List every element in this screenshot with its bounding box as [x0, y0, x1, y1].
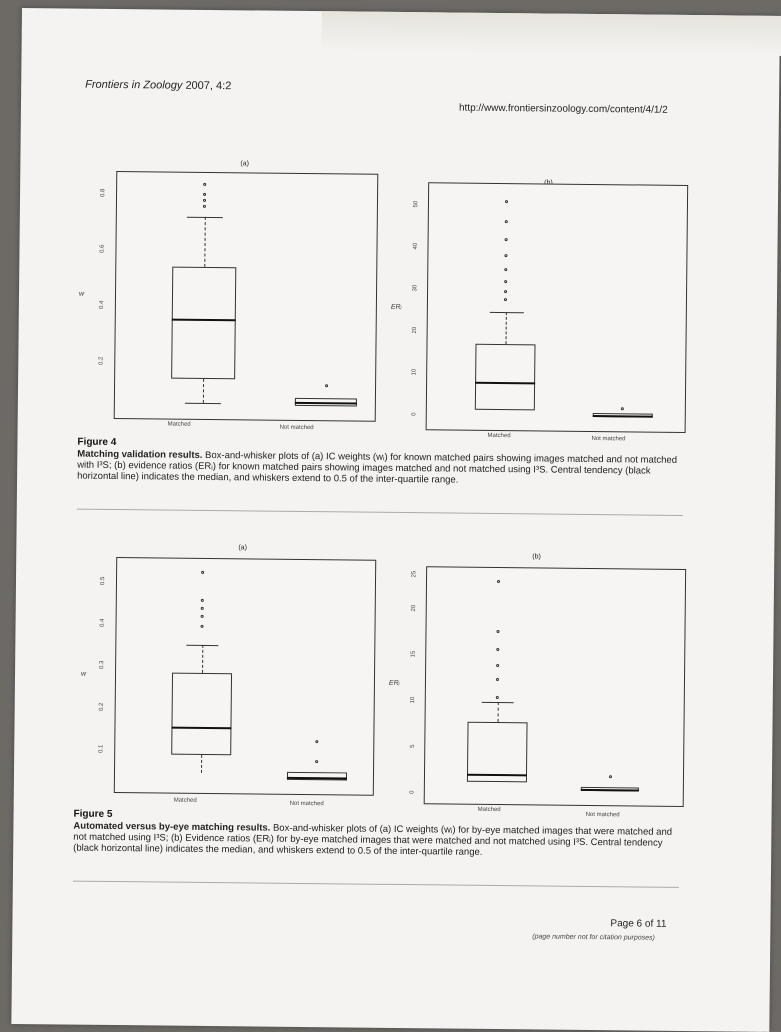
fig5b-whisker [498, 702, 499, 722]
fig4a-plot [98, 171, 379, 422]
page-number: Page 6 of 11 [610, 918, 667, 930]
fig5a-outlier [201, 625, 204, 628]
fig5b-ytick: 10 [410, 696, 417, 704]
fig4b-ytick: 20 [411, 326, 419, 334]
journal-name: Frontiers in Zoology [85, 78, 183, 92]
fig5b-ylabel: ERᵢ [388, 679, 400, 687]
fig4b-whisker [506, 312, 507, 344]
fig4b-outlier [621, 407, 624, 410]
journal-url: http://www.frontiersinzoology.com/content/4/1/2 [458, 102, 668, 116]
fig5b-outlier [496, 648, 499, 651]
fig4b-outlier [504, 268, 507, 271]
fig4b-outlier [505, 238, 508, 241]
fig5a-outlier [201, 599, 204, 602]
fig5a-whisker [201, 755, 202, 773]
journal-issue: 2007, 4:2 [185, 79, 232, 93]
fig5b-outlier [497, 580, 500, 583]
fig4a-panel-label: (a) [240, 160, 249, 168]
fig5a-ytick: 0.2 [98, 702, 105, 712]
fig5b-ytick: 0 [409, 790, 416, 794]
fig4b-xtick-matched: Matched [487, 432, 511, 440]
fig4a-outlier [203, 199, 206, 202]
fig4a-box-matched [171, 267, 236, 380]
fig5-title: Figure 5 [73, 808, 113, 820]
fig5b-ytick: 20 [411, 604, 418, 612]
fig5b-outlier [496, 696, 499, 699]
fig4b-xtick-notmatched: Not matched [591, 435, 626, 443]
fig4a-cap [187, 217, 223, 218]
fig4b-ytick: 30 [412, 284, 419, 292]
fig4a-outlier [203, 205, 206, 208]
fig4a-ytick: 0.4 [99, 300, 106, 310]
fig4a-ytick: 0.8 [100, 188, 107, 198]
fig4b-ylabel: ERᵢ [390, 303, 402, 311]
fig4a-outlier [203, 183, 206, 186]
fig4b-ytick: 50 [413, 200, 420, 208]
fig5a-xtick-matched: Matched [173, 797, 197, 804]
fig5-caption-text: Box-and-whisker plots of (a) IC weights (wᵢ) for by-eye matched images that were matched and not matched using I³S; (b) Evidence ratios (ERᵢ) for by-eye matched images that were matched and not matched using I³S. Central tendency (black horizontal line) indicates the median, and whiskers extend to 0.5 of the inter-quartile range. [73, 822, 673, 858]
fig5a-plot [98, 557, 376, 796]
fig4b-outlier [504, 298, 507, 301]
fig4b-outlier [504, 254, 507, 257]
fig4a-outlier [203, 193, 206, 196]
fig4b-outlier [505, 200, 508, 203]
fig5b-plot [409, 566, 686, 807]
fig5b-xtick-matched: Matched [477, 806, 501, 814]
fig4a-outlier [325, 384, 328, 387]
fig4-caption-text: Box-and-whisker plots of (a) IC weights (wᵢ) for known matched pairs showing images matched and not matched with I³S; (b) evidence ratios (ERᵢ) for known matched pairs showing images matched and not matched using I³S. Central tendency (black horizontal line) indicates the median, and whiskers extend to 0.5 of the inter-quartile range. [77, 449, 678, 486]
fig5-caption [73, 821, 673, 860]
fig5b-outlier [609, 775, 612, 778]
fig5b-outlier [496, 664, 499, 667]
fig5b-ytick: 5 [409, 744, 416, 748]
fig4b-outlier [504, 290, 507, 293]
fig4a-ytick: 0.6 [99, 244, 106, 254]
page-note: (page number not for citation purposes) [532, 933, 655, 942]
fig4a-xtick-notmatched: Not matched [279, 424, 314, 432]
fig4b-median-notmatched [593, 415, 653, 418]
fig5a-outlier [201, 571, 204, 574]
fig4a-ylabel: w [78, 290, 85, 298]
fig5a-ytick: 0.5 [100, 576, 107, 586]
fig5b-ytick: 15 [410, 650, 417, 658]
fig5b-outlier [496, 630, 499, 633]
fig5b-ytick: 25 [411, 570, 418, 578]
fig5a-box-matched [171, 673, 232, 756]
fig5a-outlier [315, 760, 318, 763]
fig5a-xtick-notmatched: Not matched [289, 800, 324, 808]
fig4a-cap [185, 403, 221, 404]
fig4a-ytick: 0.2 [98, 356, 105, 366]
fig4b-box-matched [475, 344, 536, 411]
fig4b-ytick: 0 [411, 412, 418, 416]
fig5a-ytick: 0.3 [99, 660, 106, 670]
fig4b-outlier [504, 280, 507, 283]
fig5a-outlier [201, 615, 204, 618]
page-shadow [322, 11, 781, 56]
fig4a-whisker [203, 379, 204, 403]
fig4-rule [77, 509, 683, 516]
fig5a-ytick: 0.4 [99, 618, 106, 628]
journal-header [85, 79, 231, 93]
fig4-caption [77, 449, 677, 488]
fig4b-plot [411, 182, 689, 433]
fig5a-outlier [201, 607, 204, 610]
fig5-rule [73, 881, 679, 888]
fig4b-outlier [505, 220, 508, 223]
fig5a-whisker [202, 645, 203, 673]
fig5-caption-bold: Automated versus by-eye matching results. [73, 820, 271, 834]
fig5b-xtick-notmatched: Not matched [585, 811, 620, 819]
fig5b-panel-label: (b) [532, 553, 541, 561]
fig4b-ytick: 40 [412, 242, 419, 250]
fig4a-xtick-matched: Matched [167, 421, 191, 428]
fig5a-outlier [315, 740, 318, 743]
fig4b-ytick: 10 [411, 368, 418, 376]
fig5a-ytick: 0.1 [98, 744, 105, 754]
fig5b-median-notmatched [581, 789, 639, 792]
fig5a-ylabel: w [80, 670, 87, 678]
paper-page [11, 8, 780, 1032]
fig5b-outlier [496, 678, 499, 681]
fig4a-whisker [204, 217, 206, 267]
fig4-title: Figure 4 [77, 436, 117, 449]
fig4-caption-bold: Matching validation results. [77, 448, 203, 461]
fig5a-panel-label: (a) [238, 544, 247, 552]
